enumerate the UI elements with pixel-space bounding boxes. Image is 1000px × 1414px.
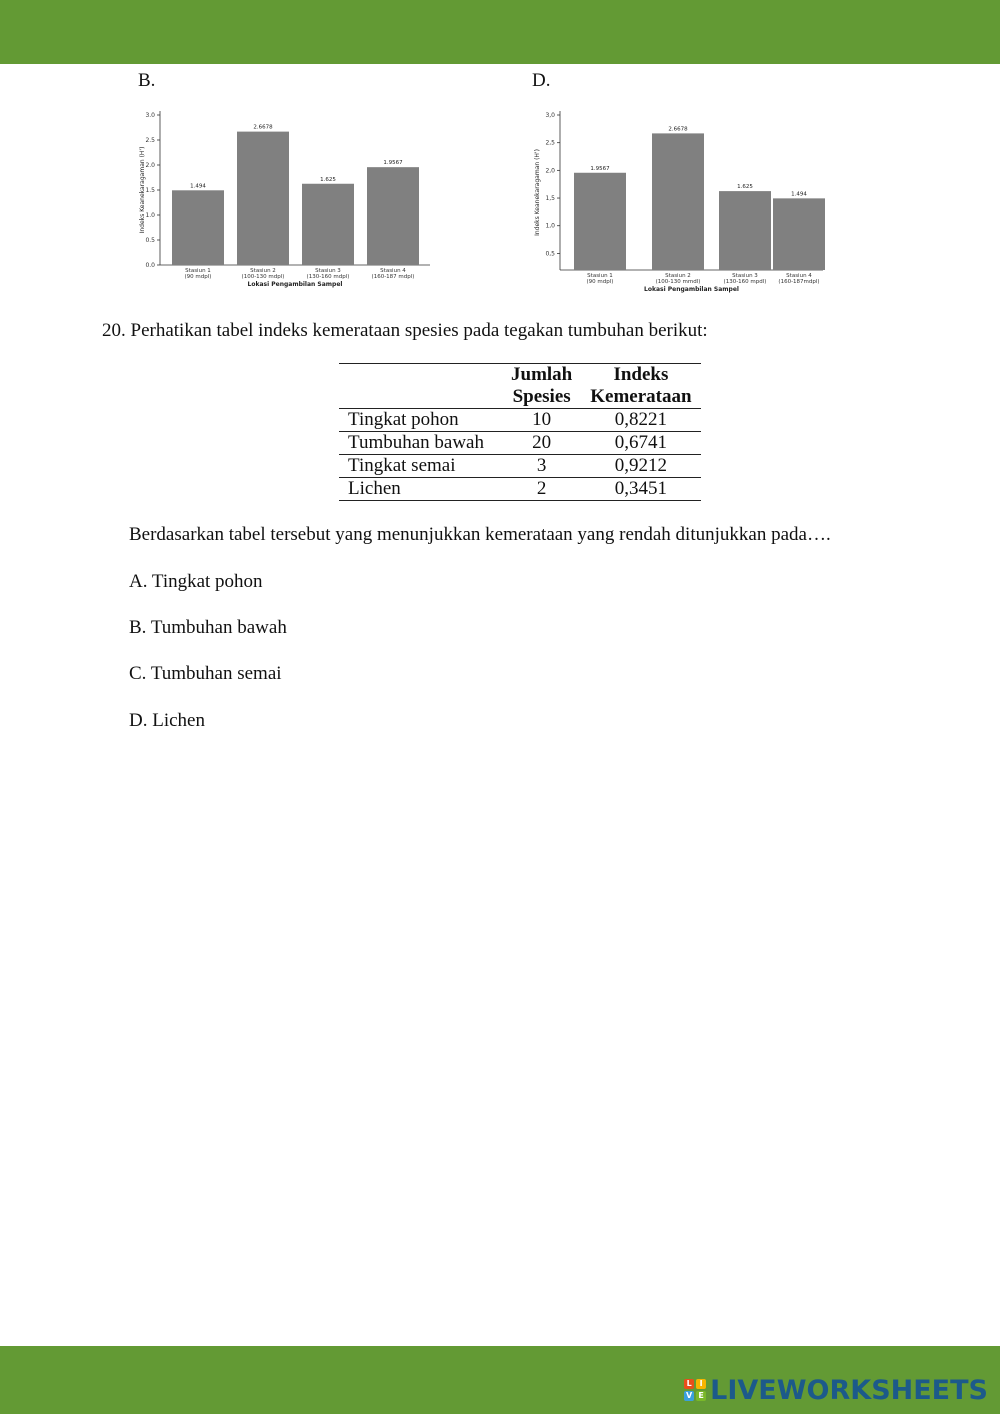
question-20-text: 20. Perhatikan tabel indeks kemerataan spesies pada tegakan tumbuhan berikut: (102, 320, 708, 341)
logo-brand-text: LIVEWORKSHEETS (710, 1374, 988, 1406)
header-cell: Jumlah (502, 364, 581, 387)
x-tick-label: (90 mdpl) (184, 274, 212, 280)
header-cell: Indeks (581, 364, 700, 387)
bar (719, 191, 771, 270)
y-tick-label: 1.5 (145, 187, 155, 194)
bar (652, 133, 704, 270)
bar-chart-option-d (528, 105, 838, 300)
x-tick-label: (100-130 mmdl) (655, 279, 701, 285)
logo-letter: E (696, 1391, 706, 1401)
question-stem: Berdasarkan tabel tersebut yang menunjukkan kemerataan yang rendah ditunjukkan pada…. (129, 524, 831, 545)
table-cell: Lichen (339, 478, 502, 501)
bar (773, 198, 825, 270)
y-axis-title: Indeks Keanekaragaman (H') (139, 146, 146, 234)
table-cell: 0,6741 (581, 432, 700, 455)
evenness-table (339, 363, 701, 501)
table-cell: 0,9212 (581, 455, 700, 478)
logo-letter: L (684, 1379, 694, 1389)
header-cell: Kemerataan (590, 386, 692, 407)
bar-chart-option-b (130, 105, 440, 295)
bar (237, 132, 289, 265)
y-tick-label: 0.0 (145, 262, 155, 269)
x-tick-label: Stasiun 4 (380, 268, 406, 274)
bar (574, 173, 626, 270)
x-tick-label: Stasiun 3 (315, 268, 341, 274)
logo-blocks-icon (684, 1379, 706, 1401)
y-tick-label: 0.5 (145, 237, 155, 244)
table-cell: 2 (502, 478, 581, 501)
x-tick-label: (130-160 mdpl) (306, 274, 350, 280)
x-tick-label: Stasiun 1 (185, 268, 211, 274)
answer-option-b[interactable]: B. Tumbuhan bawah (129, 617, 287, 638)
y-tick-label: 3.0 (145, 112, 155, 119)
table-header-row (339, 364, 701, 387)
bar (172, 190, 224, 265)
answer-option-c[interactable]: C. Tumbuhan semai (129, 663, 282, 684)
answer-option-d[interactable]: D. Lichen (129, 710, 205, 731)
liveworksheets-logo[interactable] (684, 1374, 988, 1406)
x-axis-title: Lokasi Pengambilan Sampel (644, 286, 739, 293)
option-b-label: B. (138, 70, 156, 91)
logo-letter: I (696, 1379, 706, 1389)
table-cell: 0,3451 (581, 478, 700, 501)
header-cell: Spesies (512, 386, 571, 407)
x-tick-label: (130-160 mpdl) (723, 279, 767, 285)
header-cell (339, 386, 502, 409)
y-tick-label: 3,0 (545, 112, 555, 119)
table-row (339, 432, 701, 455)
bar (302, 184, 354, 265)
x-tick-label: Stasiun 4 (786, 273, 812, 279)
bar-data-label: 2.6678 (253, 124, 273, 131)
x-tick-label: (160-187mdpl) (778, 279, 820, 285)
logo-letter: V (686, 1391, 693, 1400)
y-tick-label: 0,5 (545, 250, 555, 258)
x-tick-label: Stasiun 2 (250, 268, 276, 274)
bar-data-label: 1.9567 (383, 160, 403, 167)
bar-data-label: 1.9567 (590, 165, 610, 172)
header-cell (339, 364, 502, 387)
y-axis-title: Indeks Keanekaragaman (H') (534, 149, 541, 236)
table-cell: 3 (502, 455, 581, 478)
bar-data-label: 1.494 (190, 183, 206, 190)
table-cell: Tumbuhan bawah (339, 432, 502, 455)
x-tick-label: Stasiun 1 (587, 273, 613, 279)
x-axis-title: Lokasi Pengambilan Sampel (247, 281, 343, 288)
x-tick-label: (160-187 mdpl) (371, 274, 415, 280)
y-tick-label: 1,0 (545, 222, 555, 230)
bar (367, 167, 419, 265)
table-cell: Tingkat pohon (339, 409, 502, 432)
table-cell: Tingkat semai (339, 455, 502, 478)
table-row (339, 409, 701, 432)
x-tick-label: Stasiun 2 (665, 273, 691, 279)
bar-data-label: 1.625 (737, 184, 753, 191)
top-banner (0, 0, 1000, 64)
y-tick-label: 1,5 (545, 195, 555, 203)
y-tick-label: 2.0 (145, 162, 155, 169)
y-tick-label: 1.0 (145, 212, 155, 219)
table-row (339, 478, 701, 501)
bar-data-label: 2.6678 (668, 126, 688, 133)
bar-data-label: 1.625 (320, 176, 336, 183)
y-tick-label: 2,0 (545, 167, 555, 175)
option-d-label: D. (532, 70, 551, 91)
x-tick-label: (90 mdpl) (586, 279, 614, 285)
x-tick-label: (100-130 mdpl) (241, 274, 285, 280)
table-header-row (339, 386, 701, 409)
table-cell: 10 (502, 409, 581, 432)
bar-data-label: 1.494 (791, 191, 807, 198)
table-cell: 20 (502, 432, 581, 455)
table-cell: 0,8221 (581, 409, 700, 432)
answer-option-a[interactable]: A. Tingkat pohon (129, 571, 263, 592)
y-tick-label: 2,5 (545, 139, 555, 147)
x-tick-label: Stasiun 3 (732, 273, 758, 279)
table-row (339, 455, 701, 478)
y-tick-label: 2.5 (145, 137, 155, 144)
